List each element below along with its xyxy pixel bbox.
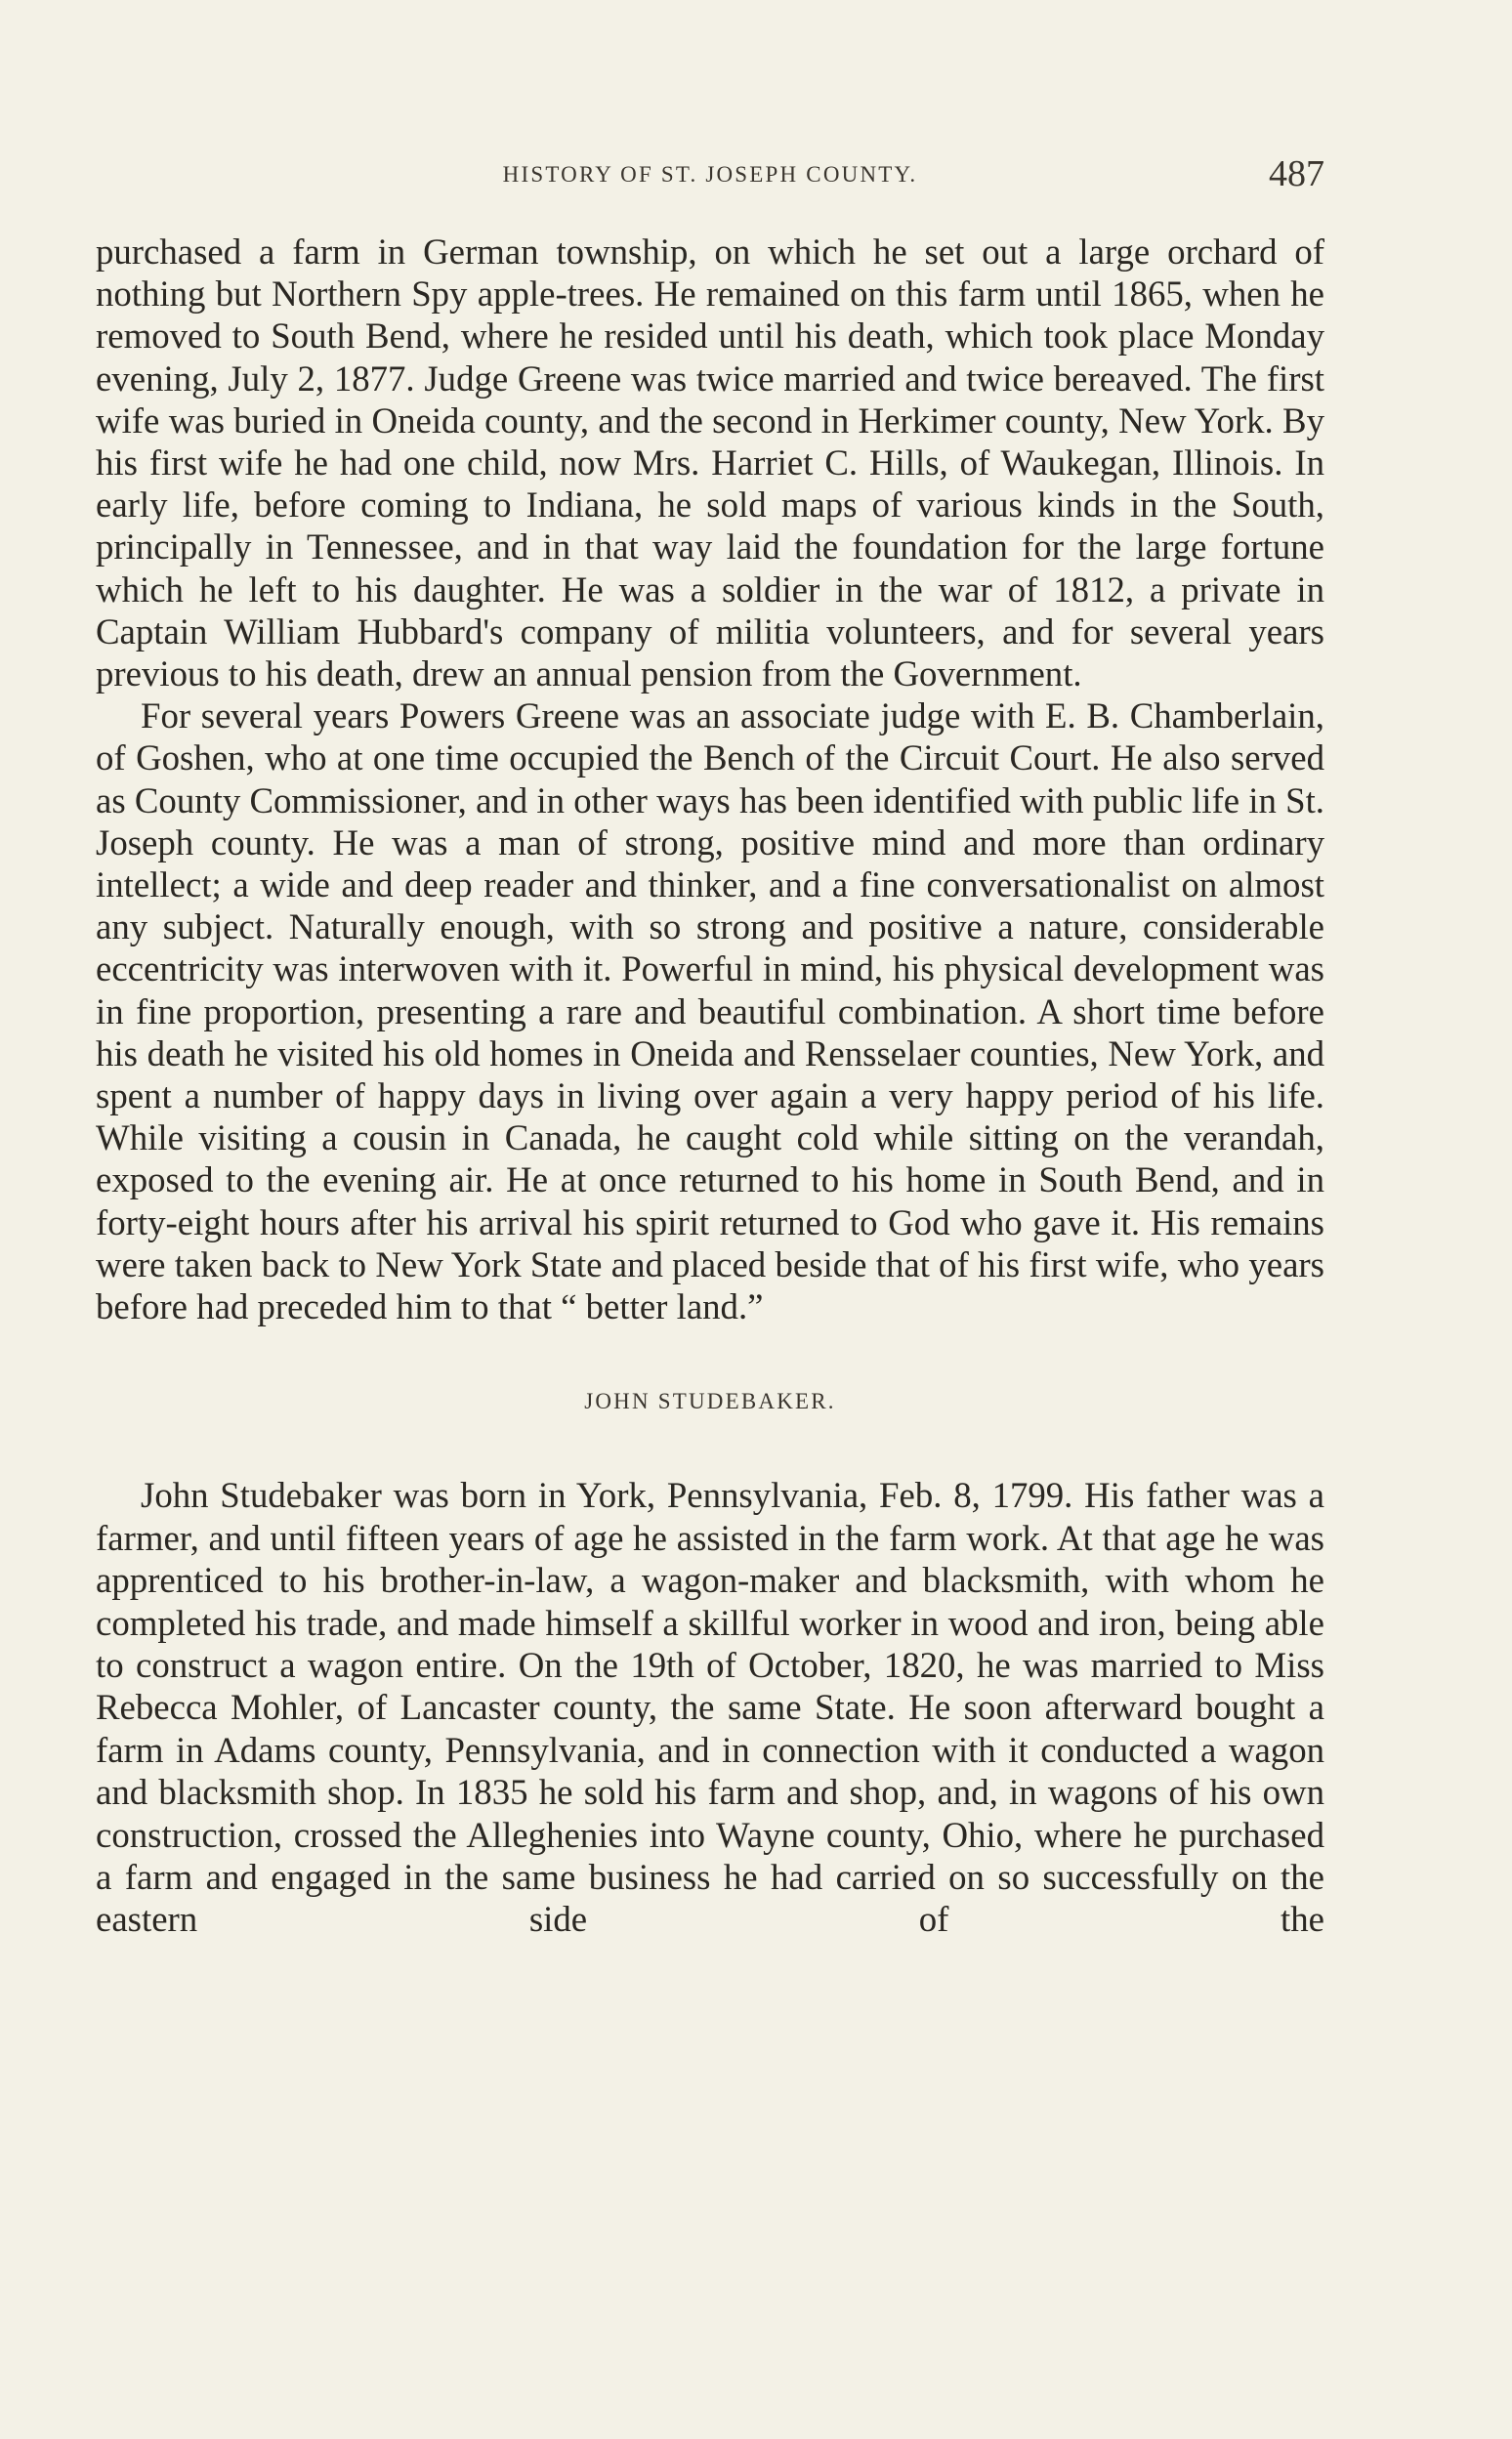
paragraph-john-studebaker: John Studebaker was born in York, Pennsylvania, Feb. 8, 1799. His father was a farmer, and until fifteen years of age he assisted in the farm work. At that age he was apprenticed to his brother-in-law, a wagon-maker and blacksmith, with whom he completed his trade, and made himself a skillful worker in wood and iron, being able to construct a wagon entire. On the 19th of October, 1820, he was married to Miss Rebecca Mohler, of Lancaster county, the same State. He soon afterward bought a farm in Adams county, Pennsylvania, and in connection with it conducted a wagon and blacksmith shop. In 1835 he sold his farm and shop, and, in wagons of his own construction, crossed the Alleghenies into Wayne county, Ohio, where he purchased a farm and engaged in the same business he had carried on so successfully on the eastern side of the	[96, 1475, 1324, 1940]
running-head	[96, 152, 1324, 194]
running-title: HISTORY OF ST. JOSEPH COUNTY.	[502, 162, 918, 187]
page-number: 487	[1269, 153, 1324, 194]
paragraph-powers-greene-2: For several years Powers Greene was an associate judge with E. B. Chamberlain, of Goshen, who at one time occupied the Bench of the Circuit Court. He also served as County Commissioner, and in other ways has been identified with public life in St. Joseph county. He was a man of strong, positive mind and more than ordinary intellect; a wide and deep reader and thinker, and a fine conversationalist on almost any subject. Naturally enough, with so strong and positive a nature, considerable eccentricity was interwoven with it. Powerful in mind, his physical development was in fine proportion, presenting a rare and beautiful combination. A short time before his death he visited his old homes in Oneida and Rensselaer counties, New York, and spent a number of happy days in living over again a very happy period of his life. While visiting a cousin in Canada, he caught cold while sitting on the verandah, exposed to the evening air. He at once returned to his home in South Bend, and in forty-eight hours after his arrival his spirit returned to God who gave it. His remains were taken back to New York State and placed beside that of his first wife, who years before had preceded him to that “ better land.”	[96, 695, 1324, 1327]
body-text	[96, 231, 1324, 1941]
paragraph-powers-greene-1: purchased a farm in German township, on which he set out a large orchard of nothing but Northern Spy apple-trees. He remained on this farm until 1865, when he removed to South Bend, where he resided until his death, which took place Monday evening, July 2, 1877. Judge Greene was twice married and twice bereaved. The first wife was buried in Oneida county, and the second in Herkimer county, New York. By his first wife he had one child, now Mrs. Harriet C. Hills, of Waukegan, Illinois. In early life, before coming to Indiana, he sold maps of various kinds in the South, principally in Tennessee, and in that way laid the foundation for the large fortune which he left to his daughter. He was a soldier in the war of 1812, a private in Captain William Hubbard's company of militia volunteers, and for several years previous to his death, drew an annual pension from the Government.	[96, 231, 1324, 694]
section-heading: JOHN STUDEBAKER.	[584, 1389, 836, 1414]
